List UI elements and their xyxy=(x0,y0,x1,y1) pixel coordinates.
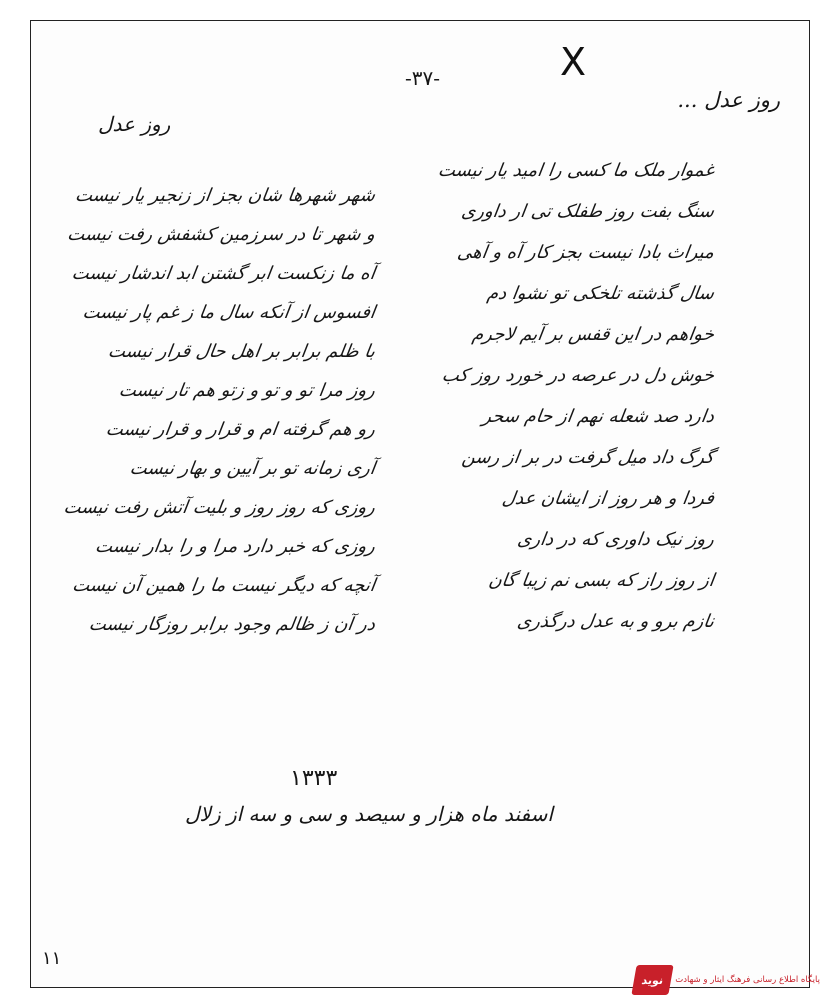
poem-line: در آن ز ظالم وجود برابر روزگار نیست xyxy=(87,614,377,635)
page-number: -۳۷- xyxy=(405,66,440,90)
poem-line: آنچه که دیگر نیست ما را همین آن نیست xyxy=(70,575,377,596)
poem-line: روزی که روز روز و بلیت آتش رفت نیست xyxy=(62,497,377,518)
poem-line: روز مرا تو و تو و زتو هم تار نیست xyxy=(117,380,377,401)
poem-line: شهر شهرها شان بجز از زنجیر یار نیست xyxy=(73,185,377,206)
left-poem-column xyxy=(62,176,377,644)
watermark-logo xyxy=(634,962,820,998)
date-signature-line: اسفند ماه هزار و سیصد و سی و سه از زلال xyxy=(185,802,553,826)
poem-line: فردا و هر روز از ایشان عدل xyxy=(500,488,716,509)
poem-line: سال گذشته تلخکی تو نشوا دم xyxy=(485,283,716,304)
poem-line: رو هم گرفته ام و قرار و قرار نیست xyxy=(104,419,377,440)
poem-line: آری زمانه تو بر آیین و بهار نیست xyxy=(128,458,377,479)
bottom-corner-mark: ۱۱ xyxy=(42,948,62,969)
poem-line: میراث بادا نیست بجز کار آه و آهی xyxy=(455,242,716,263)
poem-line: سنگ بفت روز طفلک تی ار داوری xyxy=(459,201,716,222)
logo-badge: نوید xyxy=(631,965,674,995)
poem-line: از روز راز که بسی نم زیبا گان xyxy=(487,570,716,591)
poem-title-right: روز عدل ... xyxy=(677,88,780,112)
poem-title-left: روز عدل xyxy=(98,112,171,136)
right-poem-column xyxy=(414,150,714,642)
poem-line: با ظلم برابر بر اهل حال قرار نیست xyxy=(106,341,377,362)
poem-line: و شهر تا در سرزمین کشفش رفت نیست xyxy=(65,224,377,245)
poem-line: غموار ملک ما کسی را امید یار نیست xyxy=(436,160,716,181)
poem-line: افسوس از آنکه سال ما ز غم پار نیست xyxy=(81,302,377,323)
poem-line: گرگ داد میل گرفت در بر از رسن xyxy=(460,447,716,468)
poem-line: روز نیک داوری که در داری xyxy=(516,529,716,550)
poem-line: خوش دل در عرصه در خورد روز کب xyxy=(440,365,716,386)
year-numeral: ۱۳۳۳ xyxy=(290,766,338,791)
poem-line: روزی که خبر دارد مرا و را بدار نیست xyxy=(93,536,377,557)
poem-line: خواهم در این قفس بر آیم لاجرم xyxy=(470,324,716,345)
corner-x-mark: X xyxy=(560,40,587,84)
poem-line: نازم برو و به عدل درگذری xyxy=(515,611,716,632)
poem-line: دارد صد شعله نهم از حام سحر xyxy=(480,406,716,427)
poem-line: آه ما زنکست ابر گشتن ابد اندشار نیست xyxy=(70,263,377,284)
logo-caption: پایگاه اطلاع رسانی فرهنگ ایثار و شهادت xyxy=(675,975,820,985)
